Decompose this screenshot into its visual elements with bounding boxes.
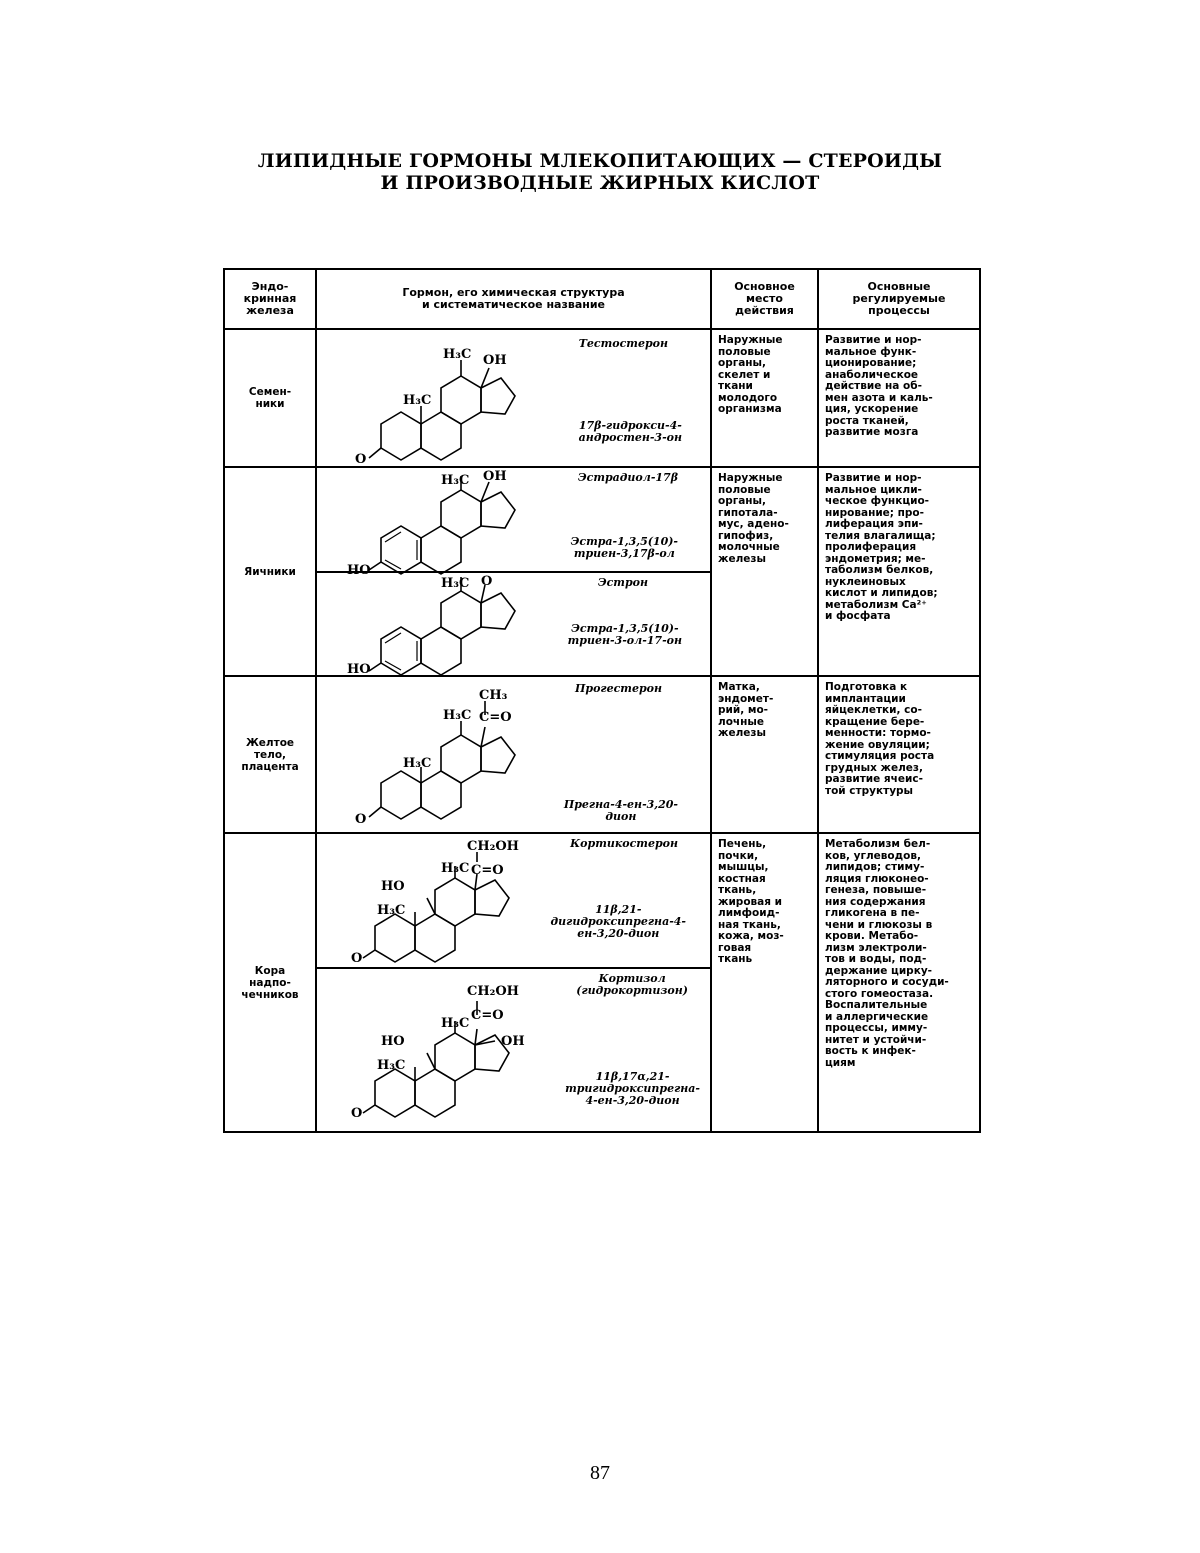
hormone-systematic-name: Прегна-4-ен-3,20- дион: [563, 798, 678, 823]
svg-text:H₃C: H₃C: [377, 1058, 406, 1073]
svg-text:O: O: [355, 452, 367, 467]
svg-text:CH₂OH: CH₂OH: [467, 839, 519, 854]
hormone-name: Кортикостерон: [570, 837, 678, 850]
svg-text:H₃C: H₃C: [441, 861, 470, 876]
svg-text:C=O: C=O: [479, 710, 512, 725]
hormone-cell-cortisol: [316, 968, 711, 1132]
svg-text:CH₃: CH₃: [479, 688, 508, 703]
svg-text:H₃C: H₃C: [403, 756, 432, 771]
gland-cell: Семен- ники: [224, 329, 316, 467]
svg-text:HO: HO: [381, 1034, 405, 1049]
table-row: [224, 676, 980, 833]
processes-cell: Развитие и нор- мальное функ- ционирование; анаболическое действие на об- мен азота и каль- ция, ускорение роста тканей, развитие мозга: [818, 329, 980, 467]
site-cell: Печень, почки, мышцы, костная ткань, жировая и лимфоид- ная ткань, кожа, моз- говая ткань: [711, 833, 818, 1132]
hormone-systematic-name: Эстра-1,3,5(10)- триен-3,17β-ол: [570, 535, 678, 560]
header-gland: Эндо- кринная железа: [224, 269, 316, 329]
estradiol-structure: [341, 469, 541, 578]
svg-text:H₃C: H₃C: [443, 347, 472, 362]
hormone-systematic-name: Эстра-1,3,5(10)- триен-3-ол-17-он: [567, 622, 682, 647]
table-row: [224, 833, 980, 968]
corticosterone-structure: [341, 838, 551, 966]
site-cell: Наружные половые органы, гипотала- мус, адено- гипофиз, молочные железы: [711, 467, 818, 676]
testosterone-structure: [341, 338, 541, 467]
estrone-structure: [341, 575, 541, 675]
header-row: [224, 269, 980, 329]
cortisol-structure: [341, 983, 551, 1123]
svg-text:HO: HO: [347, 662, 371, 677]
header-hormone: Гормон, его химическая структура и систематическое название: [316, 269, 711, 329]
svg-text:O: O: [481, 574, 493, 589]
hormone-systematic-name: 11β,21- дигидроксипрегна-4- ен-3,20-дион: [550, 903, 686, 940]
svg-text:H₃C: H₃C: [441, 473, 470, 488]
svg-text:C=O: C=O: [471, 1008, 504, 1023]
svg-text:OH: OH: [501, 1034, 525, 1049]
svg-text:HO: HO: [381, 879, 405, 894]
svg-text:O: O: [351, 951, 363, 966]
svg-text:OH: OH: [483, 469, 507, 484]
hormone-systematic-name: 11β,17α,21- тригидроксипрегна- 4-ен-3,20-дион: [565, 1070, 700, 1107]
svg-text:H₃C: H₃C: [403, 393, 432, 408]
hormone-name: Кортизол (гидрокортизон): [576, 972, 688, 997]
svg-text:HO: HO: [347, 563, 371, 578]
hormones-table: [223, 268, 981, 1133]
hormone-cell-estradiol: [316, 467, 711, 578]
title-line-2: И ПРОИЗВОДНЫЕ ЖИРНЫХ КИСЛОТ: [380, 172, 820, 194]
svg-text:O: O: [355, 812, 367, 827]
hormone-name: Тестостерон: [578, 337, 668, 350]
site-cell: Наружные половые органы, скелет и ткани молодого организма: [711, 329, 818, 467]
svg-text:CH₂OH: CH₂OH: [467, 984, 519, 999]
svg-text:O: O: [351, 1106, 363, 1121]
processes-cell: Метаболизм бел- ков, углеводов, липидов; стиму- ляция глюконео- генеза, повыше- ния содержания гликогена в пе- чени и глюкозы в крови. Метабо- лизм электроли- тов и воды, под- держание цирку- ляторного и сосуди- стого гомеостаза. Воспалительные и аллергические процессы, имму- нитет и устойчи- вость к инфек- циям: [818, 833, 980, 1132]
svg-text:H₃C: H₃C: [441, 1016, 470, 1031]
header-site: Основное место действия: [711, 269, 818, 329]
header-processes: Основные регулируемые процессы: [818, 269, 980, 329]
svg-text:OH: OH: [483, 353, 507, 368]
page-number: 87: [590, 1462, 610, 1484]
hormone-cell-corticosterone: [316, 833, 711, 968]
svg-text:H₃C: H₃C: [443, 708, 472, 723]
svg-text:C=O: C=O: [471, 863, 504, 878]
hormone-name: Эстрон: [597, 576, 648, 589]
progesterone-structure: [341, 687, 551, 827]
processes-cell: Развитие и нор- мальное цикли- ческое функцио- нирование; про- лиферация эпи- телия влагалища; пролиферация эндометрия; ме- таболизм белков, нуклеиновых кислот и липидов; метаболизм Ca²⁺ и фосфата: [818, 467, 980, 676]
svg-text:H₃C: H₃C: [377, 903, 406, 918]
hormone-name: Эстрадиол-17β: [577, 471, 678, 484]
site-cell: Матка, эндомет- рий, мо- лочные железы: [711, 676, 818, 833]
svg-text:H₃C: H₃C: [441, 576, 470, 591]
gland-cell: Яичники: [224, 467, 316, 676]
hormone-cell-testosterone: [316, 329, 711, 467]
hormone-name: Прогестерон: [575, 682, 662, 695]
hormone-cell-estrone: [316, 572, 711, 676]
gland-cell: Кора надпо- чечников: [224, 833, 316, 1132]
hormone-systematic-name: 17β-гидрокси-4- андростен-3-он: [578, 419, 682, 444]
table-row: [224, 329, 980, 467]
hormone-cell-progesterone: [316, 676, 711, 833]
title-line-1: ЛИПИДНЫЕ ГОРМОНЫ МЛЕКОПИТАЮЩИХ — СТЕРОИДЫ: [257, 150, 943, 172]
processes-cell: Подготовка к имплантации яйцеклетки, со- кращение бере- менности: тормо- жение овуляции; стимуляция роста грудных желез, развитие ячеис- той структуры: [818, 676, 980, 833]
gland-cell: Желтое тело, плацента: [224, 676, 316, 833]
table-row: [224, 467, 980, 572]
page-title: [200, 150, 1000, 194]
